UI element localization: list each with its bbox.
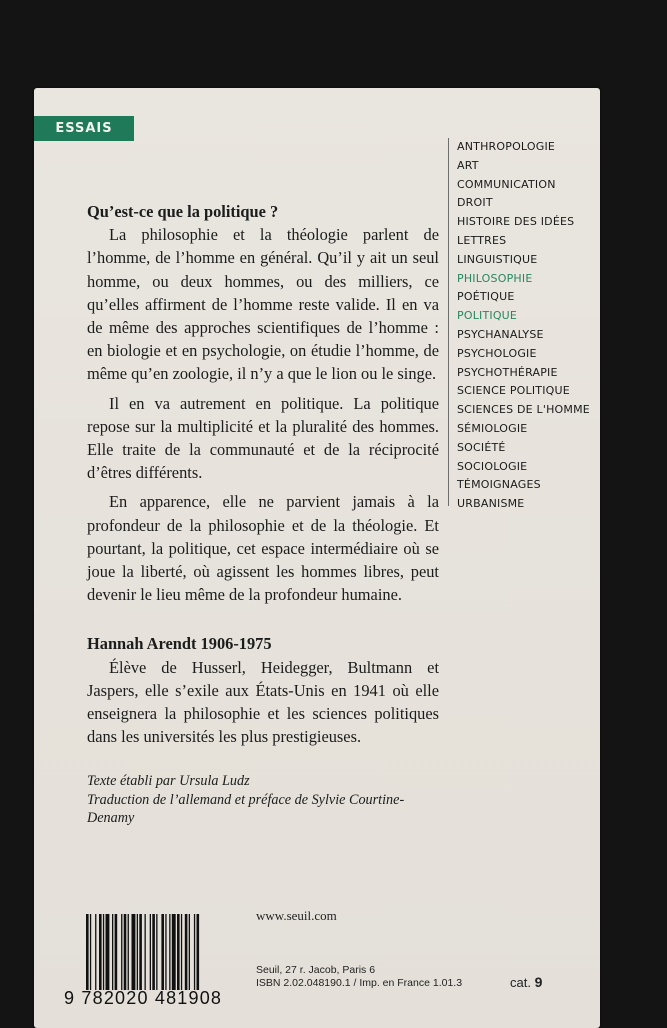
author-bio: Élève de Husserl, Heidegger, Bultmann et Jaspers, elle s’exile aux États-Unis en 1941 où elle enseignera la philosophie et les sciences politiques dans les universités les plus prestigieuses. — [87, 657, 439, 747]
credits-editor: Texte établi par Ursula Ludz — [87, 773, 250, 790]
credits-translation: Traduction de l’allemand et préface de Sylvie Courtine-Denamy — [87, 791, 405, 827]
category-item: SOCIÉTÉ — [457, 440, 506, 454]
category-item: SCIENCE POLITIQUE — [457, 384, 570, 398]
category-item: PSYCHOLOGIE — [457, 346, 537, 360]
category-divider — [448, 138, 449, 506]
category-item: POÉTIQUE — [457, 290, 515, 304]
category-list — [457, 138, 590, 514]
category-item: SOCIOLOGIE — [457, 459, 528, 473]
blurb-paragraph-3: En apparence, elle ne parvient jamais à la profondeur de la philosophie et de la théologie. Et pourtant, la politique, cet espace intermédiaire où se joue la liberté, où agissent les hommes libres, peut devenir le lieu même de la profondeur humaine. — [87, 492, 439, 605]
barcode — [64, 908, 249, 1018]
blurb-paragraph-1: La philosophie et la théologie parlent de l’homme, de l’homme en général. Qu’il y ait un seul homme, ou deux hommes, ou des milliers, ce qu’elles affirment de l’homme reste valide. Il en va de même des approches scientifiques de l’homme : en biologie et en psychologie, on étudie l’homme, de même qu’en zoologie, il n’y a que le lion ou le singe. — [87, 225, 439, 384]
author-title: Hannah Arendt 1906-1975 — [87, 634, 272, 654]
book-back-cover — [34, 88, 600, 1028]
category-item: POLITIQUE — [457, 309, 518, 323]
category-item: ANTHROPOLOGIE — [457, 140, 556, 153]
barcode-digits: 9 782020 481908 — [64, 988, 223, 1008]
category-item: SCIENCES DE L'HOMME — [457, 403, 590, 417]
blurb-paragraph-2: Il en va autrement en politique. La politique repose sur la multiplicité et la pluralité des hommes. Elle traite de la communauté et de la réciprocité d’êtres différents. — [87, 393, 439, 483]
barcode-icon — [84, 914, 246, 990]
category-item: TÉMOIGNAGES — [457, 478, 541, 492]
catalog-label — [510, 974, 542, 990]
blurb-title: Qu’est-ce que la politique ? — [87, 202, 279, 221]
category-item: LETTRES — [457, 233, 507, 247]
category-item: LINGUISTIQUE — [457, 252, 538, 266]
publisher-address: Seuil, 27 r. Jacob, Paris 6 — [256, 964, 376, 976]
blurb — [87, 200, 439, 828]
category-item: DROIT — [457, 196, 493, 210]
publisher-isbn: ISBN 2.02.048190.1 / Imp. en France 1.01.3 — [256, 977, 463, 989]
series-tab: ESSAIS — [34, 116, 134, 141]
category-item: PHILOSOPHIE — [457, 271, 533, 285]
category-item: URBANISME — [457, 497, 525, 511]
credits — [87, 772, 439, 828]
category-item: COMMUNICATION — [457, 177, 556, 191]
category-item: PSYCHANALYSE — [457, 327, 544, 341]
category-item: ART — [457, 158, 479, 172]
category-item: HISTOIRE DES IDÉES — [457, 215, 575, 229]
publisher-website: www.seuil.com — [256, 908, 337, 923]
catalog-number: 9 — [534, 974, 543, 990]
category-item: PSYCHOTHÉRAPIE — [457, 365, 558, 379]
publisher-info — [256, 964, 462, 990]
category-item: SÉMIOLOGIE — [457, 421, 528, 435]
catalog-label-text: cat. — [510, 975, 531, 990]
